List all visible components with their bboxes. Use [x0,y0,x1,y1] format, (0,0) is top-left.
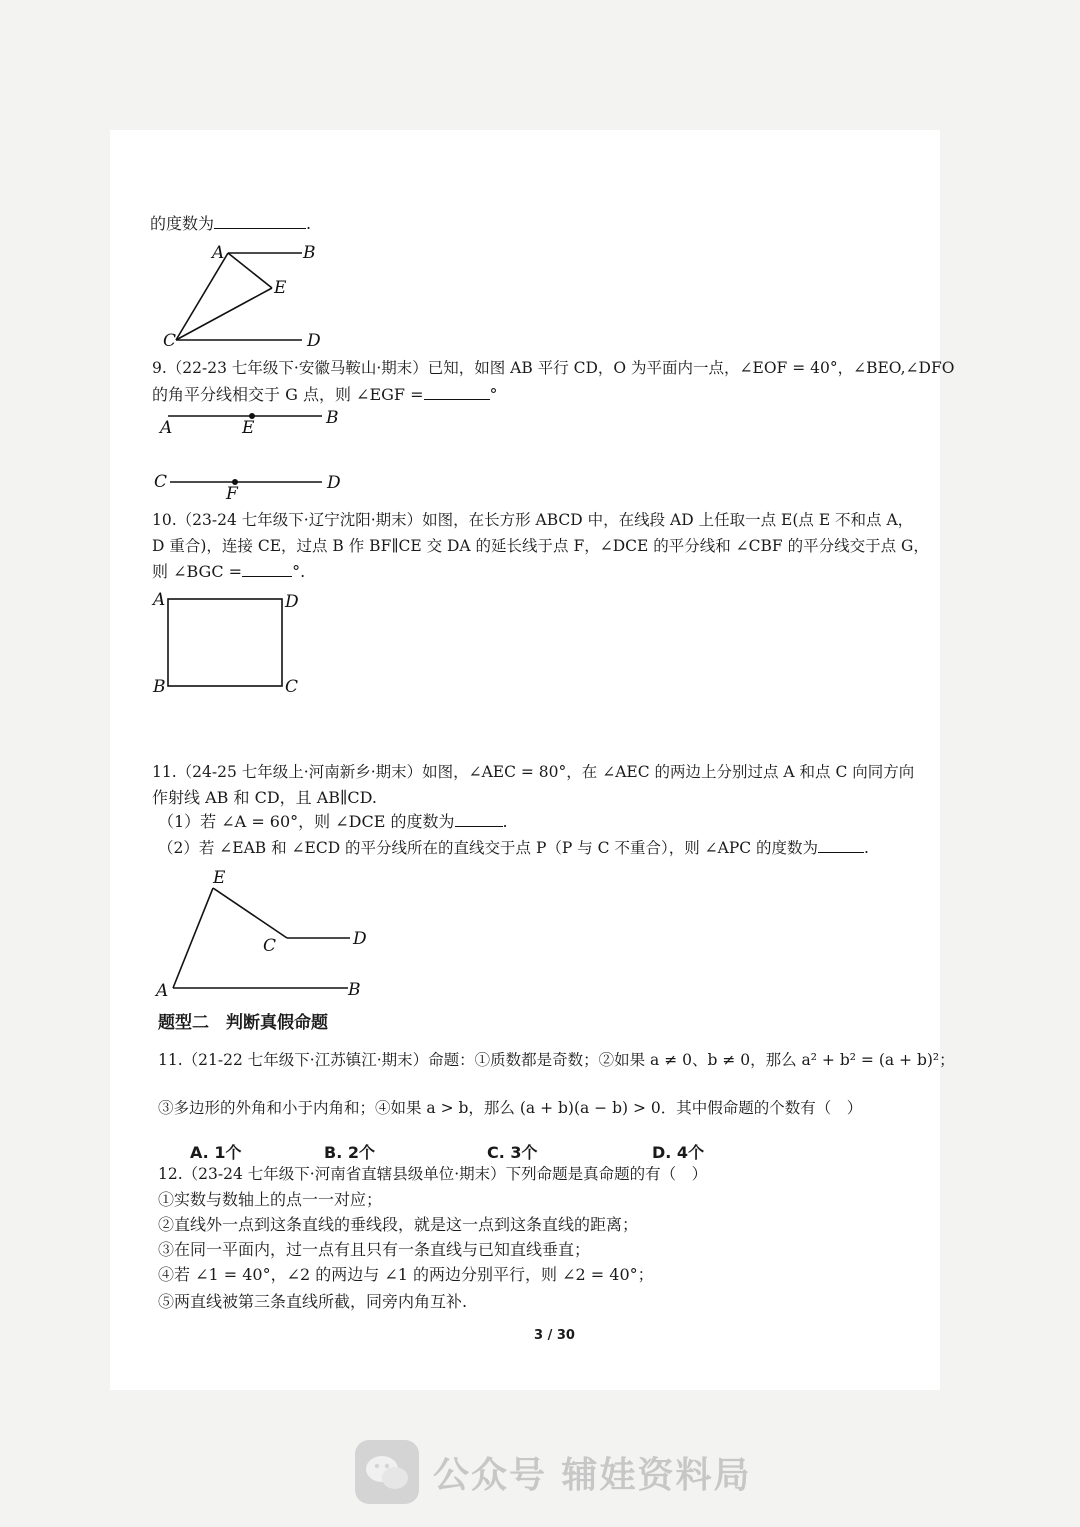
q9-label-b: B [326,408,339,428]
q11b-line2: ③多边形的外角和小于内角和；④如果 a > b，那么 (a + b)(a − b) > 0．其中假命题的个数有（ ） [158,1099,863,1117]
q11a-line2: 作射线 AB 和 CD，且 AB∥CD. [152,788,378,807]
q9-label-a: A [160,418,173,438]
q10-line3-text: 则 ∠BGC = [152,562,243,581]
q11b-option-d[interactable]: D. 4个 [652,1143,705,1162]
q11b-option-c[interactable]: C. 3个 [487,1143,538,1162]
q10-degree: °. [292,562,306,581]
section-title: 题型二 判断真假命题 [158,1013,328,1033]
q11a-label-d: D [353,929,367,949]
q11a-line-ea [173,888,213,988]
q12-item-3: ③在同一平面内，过一点有且只有一条直线与已知直线垂直； [158,1240,591,1259]
q8-end: . [306,214,312,233]
q11a-sub1-text: （1）若 ∠A = 60°，则 ∠DCE 的度数为 [158,812,455,831]
watermark-text: 公众号 辅娃资料局 [433,1454,752,1496]
q9-label-d: D [327,473,341,493]
q11b-option-a[interactable]: A. 1个 [190,1143,242,1162]
q9-label-f: F [226,484,238,504]
q8-label-b: B [303,243,316,263]
wechat-icon [355,1440,419,1504]
q11a-label-a: A [156,981,169,1001]
q10-label-b: B [153,677,166,697]
q9-label-e: E [242,418,255,438]
q10-line1: 10.（23-24 七年级下·辽宁沈阳·期末）如图，在长方形 ABCD 中，在线段 AD 上任取一点 E(点 E 不和点 A， [152,511,914,529]
q8-tail-text: 的度数为 [150,214,215,233]
watermark [355,1437,752,1507]
q11a-label-e: E [213,868,226,888]
q8-label-e: E [274,278,287,298]
q9-degree: ° [489,385,498,404]
q10-label-c: C [285,677,299,697]
q8-label-c: C [163,331,177,351]
page-number: 3 / 30 [534,1328,575,1343]
q11a-sub2-end: . [864,839,869,857]
q11a-label-b: B [348,980,361,1000]
q12-item-4: ④若 ∠1 = 40°，∠2 的两边与 ∠1 的两边分别平行，则 ∠2 = 40°； [158,1265,654,1284]
q8-label-d: D [307,331,321,351]
q10-label-a: A [153,590,166,610]
q11a-sub2-text: （2）若 ∠EAB 和 ∠ECD 的平分线所在的直线交于点 P（P 与 C 不重合），则 ∠APC 的度数为 [158,839,819,857]
q9-line1: 9.（22-23 七年级下·安徽马鞍山·期末）已知，如图 AB 平行 CD，O 为平面内一点，∠EOF = 40°，∠BEO,∠DFO [152,359,955,377]
q8-label-a: A [212,243,225,263]
q9-label-c: C [154,472,168,492]
q11a-sub1-end: . [502,812,508,831]
q11a-line1: 11.（24-25 七年级上·河南新乡·期末）如图，∠AEC = 80°，在 ∠AEC 的两边上分别过点 A 和点 C 向同方向 [152,763,915,781]
q9-line2-text: 的角平分线相交于 G 点，则 ∠EGF = [152,385,424,404]
q12-item-1: ①实数与数轴上的点一一对应； [158,1190,383,1209]
q11b-line1: 11.（21-22 七年级下·江苏镇江·期末）命题：①质数都是奇数；②如果 a ≠ 0、b ≠ 0，那么 a² + b² = (a + b)²； [158,1051,955,1069]
q12-item-2: ②直线外一点到这条直线的垂线段，就是这一点到这条直线的距离； [158,1215,639,1234]
q11a-line-ec [213,888,287,938]
q11b-option-b[interactable]: B. 2个 [324,1143,375,1162]
q10-label-d: D [285,592,299,612]
q12-stem: 12.（23-24 七年级下·河南省直辖县级单位·期末）下列命题是真命题的有（ ） [158,1165,708,1183]
q11a-label-c: C [263,936,277,956]
q12-item-5: ⑤两直线被第三条直线所截，同旁内角互补. [158,1292,468,1311]
q10-line2: D 重合)，连接 CE，过点 B 作 BF∥CE 交 DA 的延长线于点 F，∠DCE 的平分线和 ∠CBF 的平分线交于点 G， [152,537,929,555]
